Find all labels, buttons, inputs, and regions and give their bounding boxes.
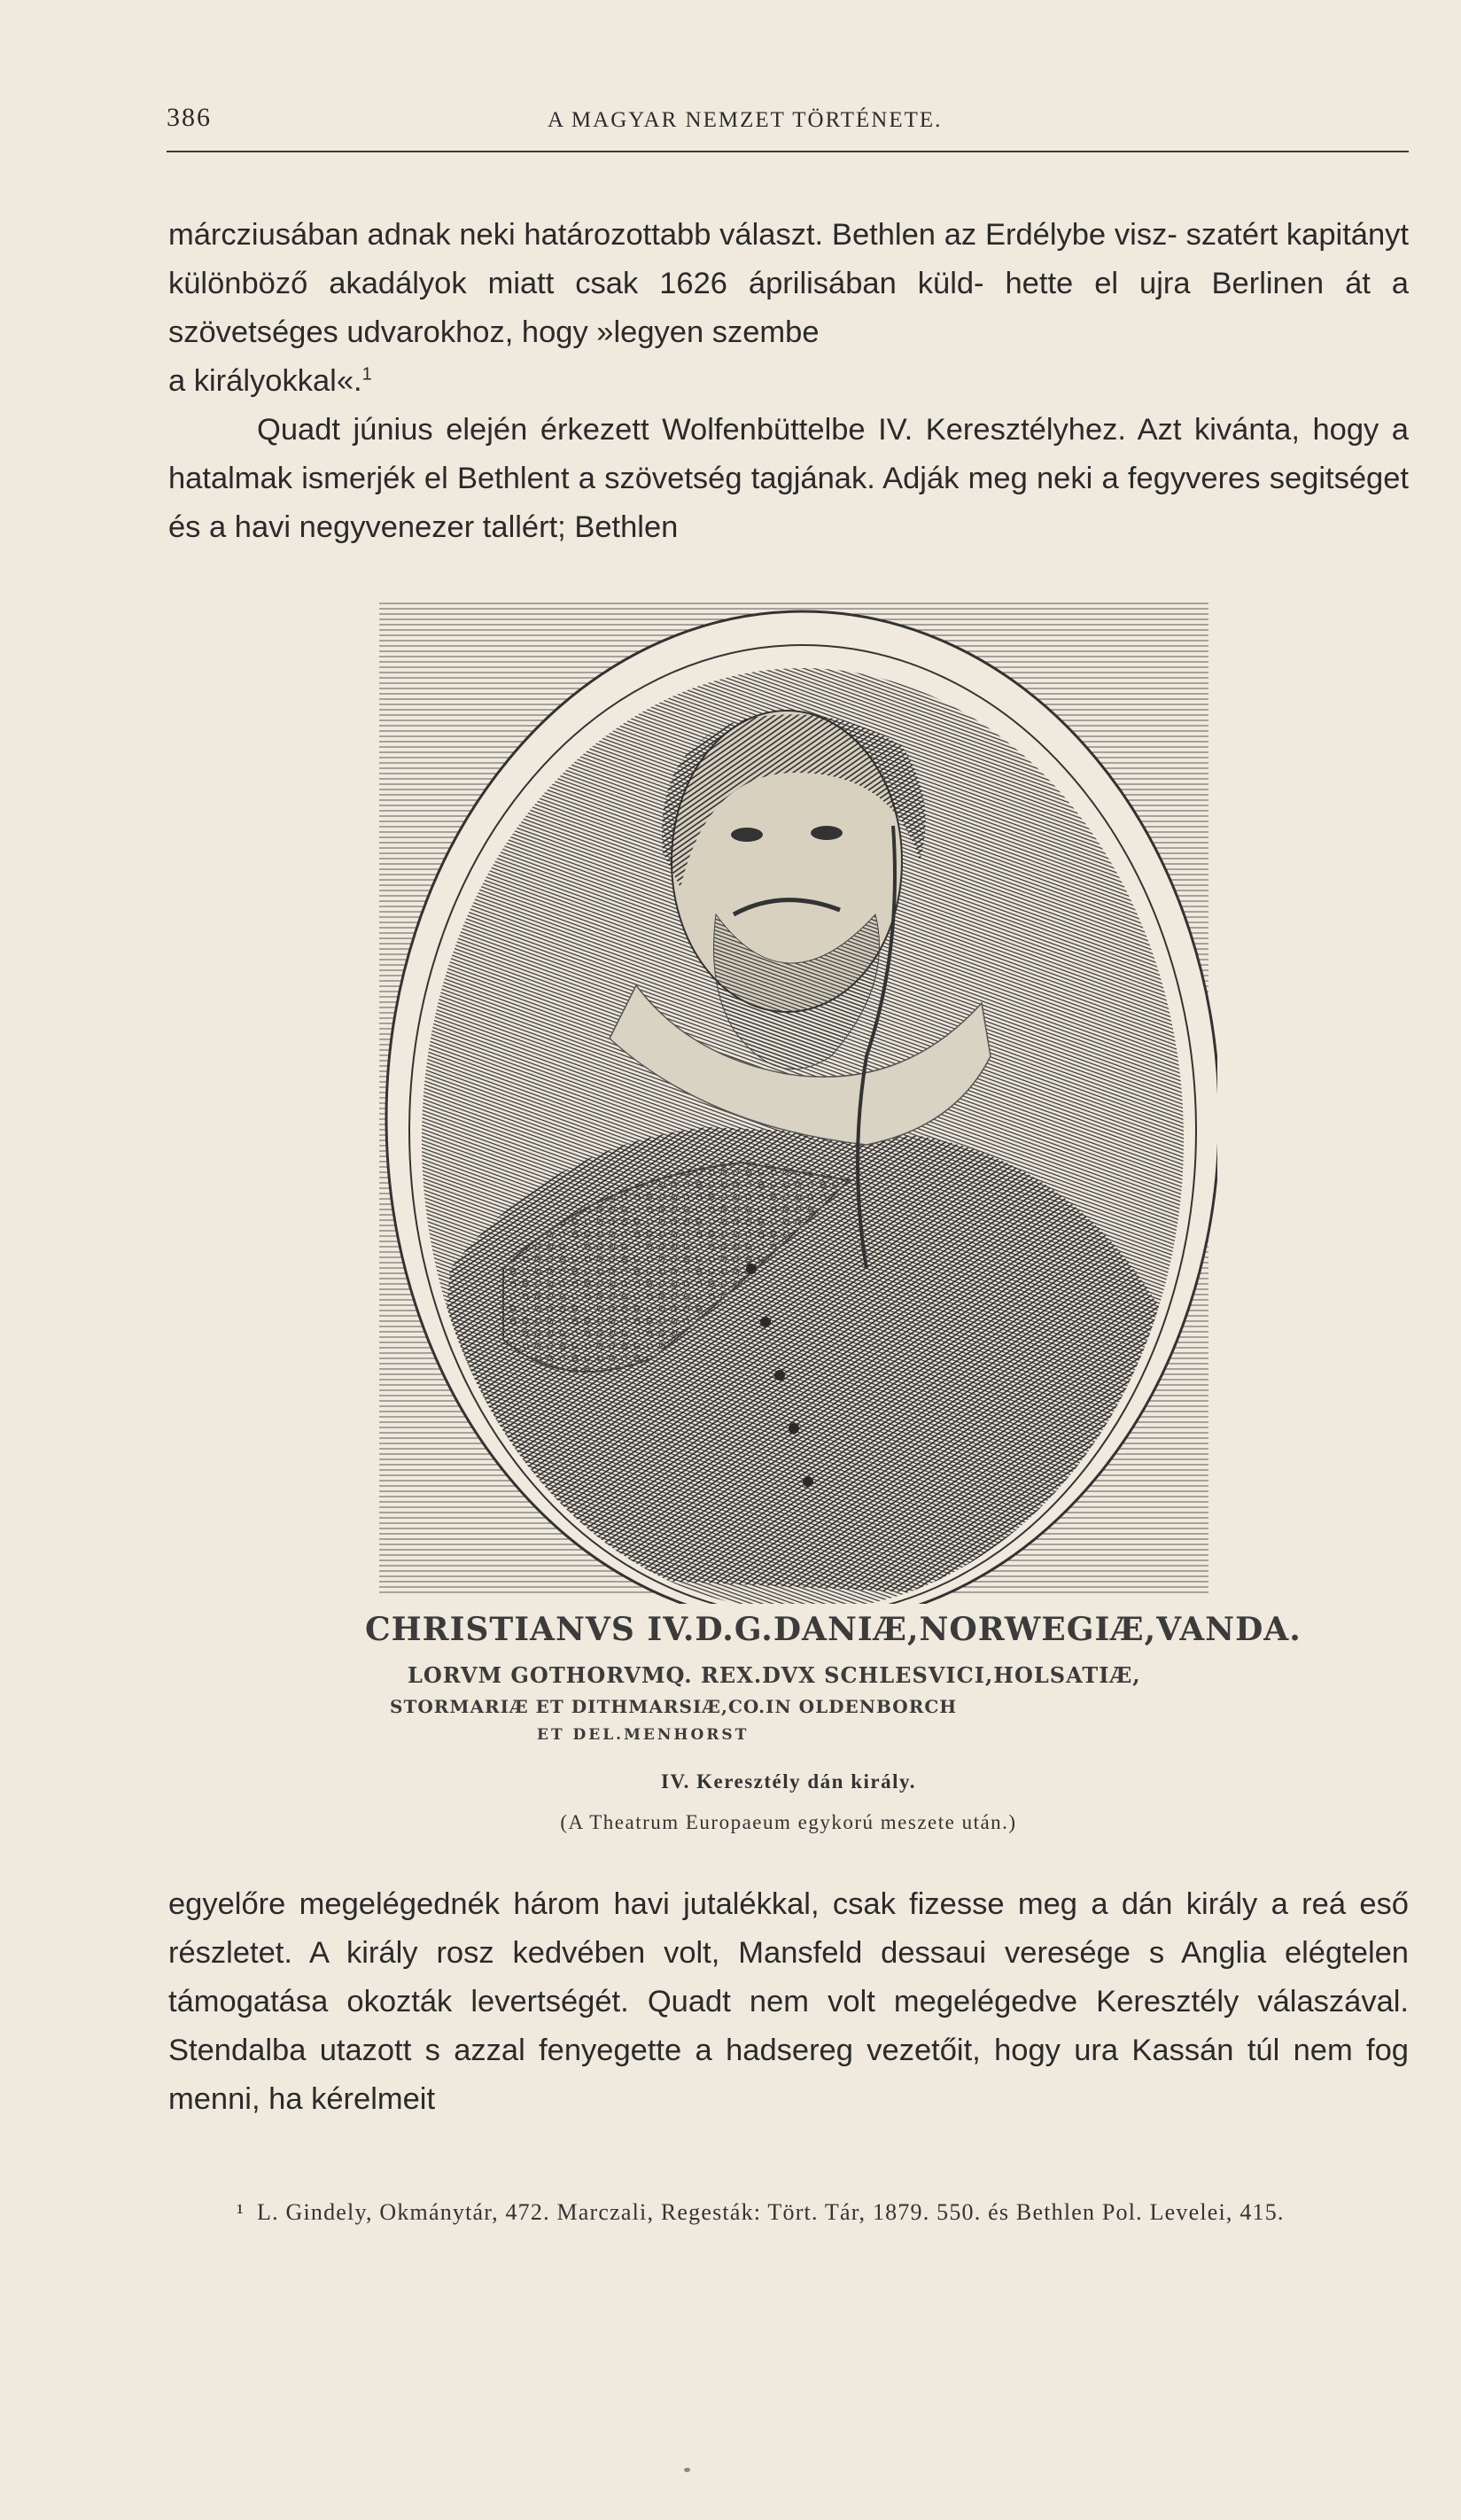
text-line: kivánta, hogy a hatalmak ismerjék el Bethlent a szövetség tagjának. Adják [168,413,1409,495]
text-line: hette el ujra Berlinen át a szövetséges udvarokhoz, hogy »legyen szembe [168,267,1409,349]
portrait-eye-right [811,826,843,840]
footnote [168,2191,1409,2234]
text-line: Quadt június elején érkezett Wolfenbüttelbe IV. Keresztélyhez. Azt [257,413,1182,447]
text-line: egyelőre megelégednék három havi jutalékkal, csak fizesse meg a dán [168,1887,1173,1921]
text-line: volt megelégedve Keresztély válaszával. Stendalba utazott s azzal fenyegette [168,1985,1410,2067]
portrait-eye-left [731,828,763,842]
inscription-line-4: ET DEL.MENHORST [537,1726,750,1744]
text-line: márcziusában adnak neki határozottabb választ. Bethlen az Erdélybe visz- [168,218,1177,252]
running-title: A MAGYAR NEMZET TÖRTÉNETE. [548,108,943,132]
page-header [167,99,1409,152]
inscription-line-3: STORMARIÆ ET DITHMARSIÆ,CO.IN OLDENBORCH [390,1696,958,1717]
figure-caption-source: (A Theatrum Europaeum egykorú meszete után.) [560,1811,1017,1833]
text-line: a hadsereg vezetőit, hogy ura Kassán túl nem fog menni, ha kérelmeit [168,2034,1409,2116]
body-text-bottom [168,1880,1409,2124]
footnote-mark: ¹ [237,2199,245,2225]
footnote-line-1: L. Gindely, Okmánytár, 472. Marczali, Regesták: Tört. Tár, 1879. 550. és [257,2199,1010,2225]
inscription-line-1: CHRISTIANVS IV.D.G.DANIÆ,NORWEGIÆ,VANDA. [365,1611,1302,1648]
footnote-line-2: Bethlen Pol. Levelei, 415. [1015,2199,1285,2225]
text-line: a királyokkal«. [168,364,362,398]
figure-caption-title: IV. Keresztély dán király. [661,1770,916,1793]
inscription-line-2: LORVM GOTHORVMQ. REX.DVX SCHLESVICI,HOLSATIÆ, [408,1662,1141,1688]
text-line: szatért kapitányt különböző akadályok miatt csak 1626 áprilisában küld- [168,218,1410,300]
ink-speck [684,2468,690,2472]
page-number: 386 [167,103,212,132]
text-line: meg neki a fegyveres segitséget és a havi negyvenezer tallért; Bethlen [168,462,1409,544]
text-line: király a reá eső részletet. A király rosz kedvében volt, Mansfeld dessaui [168,1887,1409,1970]
text-line: veresége s Anglia elégtelen támogatása okozták levertségét. Quadt nem [168,1936,1409,2018]
footnote-ref[interactable]: 1 [361,364,372,385]
body-text-top [168,211,1409,552]
portrait-engraving [370,595,1217,1604]
